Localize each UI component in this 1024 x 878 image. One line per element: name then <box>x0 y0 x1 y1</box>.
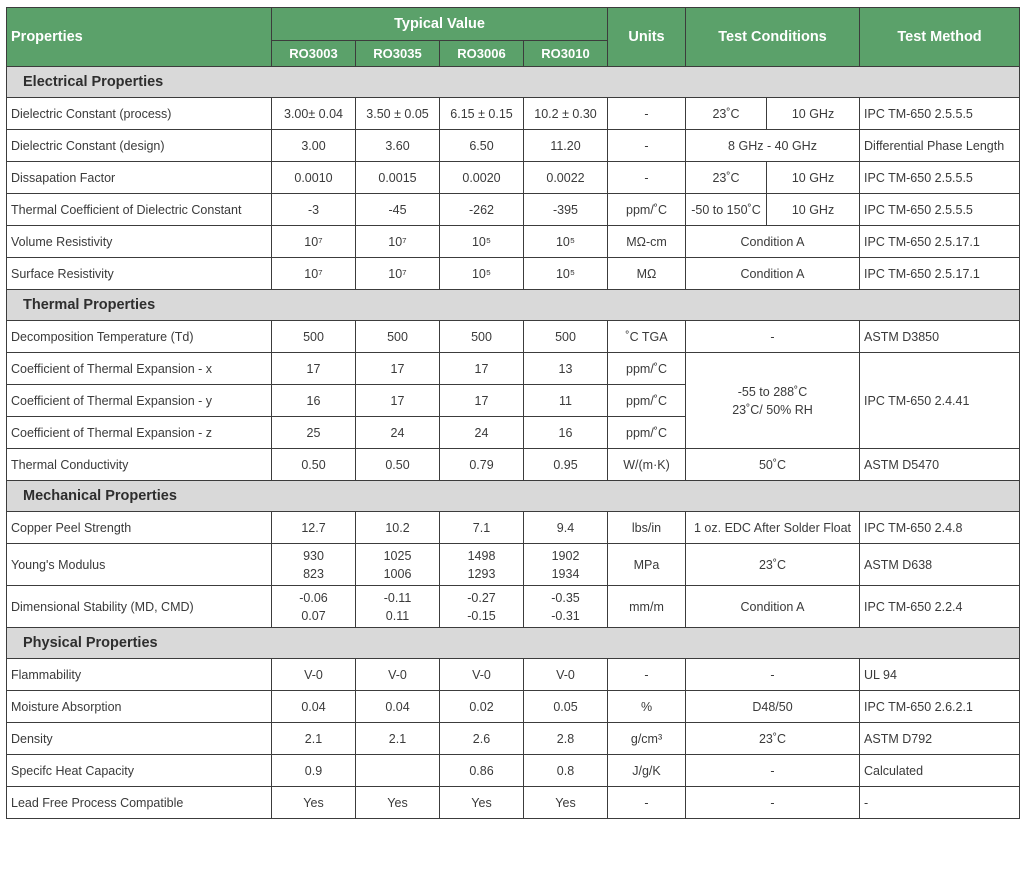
value-cell: -45 <box>356 194 440 226</box>
value-cell: 0.04 <box>272 691 356 723</box>
value-cell: 2.6 <box>440 723 524 755</box>
table-row <box>7 226 1020 258</box>
value-cell: 0.02 <box>440 691 524 723</box>
method-cell: IPC TM-650 2.5.5.5 <box>860 194 1020 226</box>
method-cell: IPC TM-650 2.5.5.5 <box>860 98 1020 130</box>
value-cell: 0.0020 <box>440 162 524 194</box>
units-cell: - <box>608 162 686 194</box>
method-cell: ASTM D792 <box>860 723 1020 755</box>
header-properties: Properties <box>7 8 272 67</box>
row-label: Coefficient of Thermal Expansion - z <box>7 417 272 449</box>
condition-cell <box>686 353 860 449</box>
value-cell: Yes <box>356 787 440 819</box>
value-cell: 9.4 <box>524 512 608 544</box>
section-mechanical: Mechanical Properties <box>7 481 1020 512</box>
value-cell: 3.50 ± 0.05 <box>356 98 440 130</box>
value-cell <box>440 586 524 628</box>
condition-cell: 1 oz. EDC After Solder Float <box>686 512 860 544</box>
value-cell: 2.8 <box>524 723 608 755</box>
row-label: Dielectric Constant (process) <box>7 98 272 130</box>
value-line: 0.07 <box>301 608 326 623</box>
value-cell: 0.79 <box>440 449 524 481</box>
value-cell: 0.8 <box>524 755 608 787</box>
condition-cell: - <box>686 755 860 787</box>
value-line: 1934 <box>551 566 580 581</box>
value-cell: 12.7 <box>272 512 356 544</box>
section-electrical: Electrical Properties <box>7 67 1020 98</box>
value-line: -0.27 <box>467 590 496 605</box>
header-grade: RO3035 <box>356 41 440 67</box>
condition-cell: 23˚C <box>686 162 767 194</box>
value-cell: V-0 <box>524 659 608 691</box>
condition-cell: - <box>686 787 860 819</box>
value-cell: 10⁵ <box>440 258 524 290</box>
properties-table <box>6 7 1020 819</box>
value-line: 823 <box>303 566 324 581</box>
value-cell: 11.20 <box>524 130 608 162</box>
value-cell: 0.05 <box>524 691 608 723</box>
value-cell: 0.50 <box>272 449 356 481</box>
value-cell: 17 <box>272 353 356 385</box>
units-cell: ppm/˚C <box>608 417 686 449</box>
units-cell: - <box>608 787 686 819</box>
value-cell: Yes <box>272 787 356 819</box>
value-line: -0.35 <box>551 590 580 605</box>
value-cell <box>440 544 524 586</box>
units-cell: W/(m·K) <box>608 449 686 481</box>
method-cell: IPC TM-650 2.5.17.1 <box>860 258 1020 290</box>
units-cell: lbs/in <box>608 512 686 544</box>
table-row <box>7 586 1020 628</box>
method-cell: IPC TM-650 2.4.41 <box>860 353 1020 449</box>
table-row <box>7 787 1020 819</box>
table-row <box>7 755 1020 787</box>
table-row <box>7 544 1020 586</box>
table-row <box>7 512 1020 544</box>
header-grade: RO3006 <box>440 41 524 67</box>
method-cell: UL 94 <box>860 659 1020 691</box>
value-cell: 7.1 <box>440 512 524 544</box>
value-cell: 0.86 <box>440 755 524 787</box>
value-cell: 17 <box>356 385 440 417</box>
method-cell: IPC TM-650 2.6.2.1 <box>860 691 1020 723</box>
condition-cell: 10 GHz <box>767 194 860 226</box>
table-row <box>7 98 1020 130</box>
table-row <box>7 449 1020 481</box>
value-cell: 10⁷ <box>356 226 440 258</box>
row-label: Volume Resistivity <box>7 226 272 258</box>
row-label: Young's Modulus <box>7 544 272 586</box>
value-cell: 0.04 <box>356 691 440 723</box>
value-cell: 0.0010 <box>272 162 356 194</box>
row-label: Thermal Conductivity <box>7 449 272 481</box>
method-cell: IPC TM-650 2.5.5.5 <box>860 162 1020 194</box>
value-cell: 16 <box>272 385 356 417</box>
row-label: Specifc Heat Capacity <box>7 755 272 787</box>
method-cell: ASTM D3850 <box>860 321 1020 353</box>
value-cell: -262 <box>440 194 524 226</box>
table-row <box>7 130 1020 162</box>
value-cell: 16 <box>524 417 608 449</box>
method-cell: - <box>860 787 1020 819</box>
row-label: Coefficient of Thermal Expansion - y <box>7 385 272 417</box>
value-cell: 24 <box>440 417 524 449</box>
row-label: Decomposition Temperature (Td) <box>7 321 272 353</box>
units-cell: g/cm³ <box>608 723 686 755</box>
section-physical: Physical Properties <box>7 628 1020 659</box>
row-label: Copper Peel Strength <box>7 512 272 544</box>
units-cell: J/g/K <box>608 755 686 787</box>
units-cell: MΩ-cm <box>608 226 686 258</box>
row-label: Surface Resistivity <box>7 258 272 290</box>
condition-cell: 23˚C <box>686 98 767 130</box>
value-cell: 3.60 <box>356 130 440 162</box>
units-cell: ppm/˚C <box>608 353 686 385</box>
value-line: -0.11 <box>383 590 412 605</box>
condition-cell: Condition A <box>686 226 860 258</box>
row-label: Dissapation Factor <box>7 162 272 194</box>
units-cell: ppm/˚C <box>608 194 686 226</box>
units-cell: MPa <box>608 544 686 586</box>
value-cell: V-0 <box>440 659 524 691</box>
header-typical-value: Typical Value <box>272 8 608 41</box>
header-test-conditions: Test Conditions <box>686 8 860 67</box>
units-cell: - <box>608 130 686 162</box>
row-label: Dimensional Stability (MD, CMD) <box>7 586 272 628</box>
method-cell: Calculated <box>860 755 1020 787</box>
table-row <box>7 723 1020 755</box>
value-cell <box>272 586 356 628</box>
value-line: 930 <box>303 548 324 563</box>
condition-line: -55 to 288˚C <box>737 384 808 399</box>
value-cell: 500 <box>440 321 524 353</box>
value-cell: 17 <box>440 385 524 417</box>
value-line: -0.31 <box>551 608 580 623</box>
table-row <box>7 258 1020 290</box>
condition-cell: -50 to 150˚C <box>686 194 767 226</box>
value-line: 1006 <box>383 566 412 581</box>
value-cell: 17 <box>356 353 440 385</box>
header-units: Units <box>608 8 686 67</box>
table-row <box>7 321 1020 353</box>
row-label: Thermal Coefficient of Dielectric Constant <box>7 194 272 226</box>
value-cell: 0.0022 <box>524 162 608 194</box>
value-cell: 3.00± 0.04 <box>272 98 356 130</box>
condition-cell: 50˚C <box>686 449 860 481</box>
value-cell: 10⁵ <box>524 258 608 290</box>
value-cell: 10⁵ <box>524 226 608 258</box>
value-cell: 10⁷ <box>272 226 356 258</box>
condition-cell: 10 GHz <box>767 98 860 130</box>
table-row <box>7 691 1020 723</box>
condition-cell: D48/50 <box>686 691 860 723</box>
value-cell: 0.0015 <box>356 162 440 194</box>
table-row <box>7 194 1020 226</box>
value-cell: 11 <box>524 385 608 417</box>
value-cell: 10.2 ± 0.30 <box>524 98 608 130</box>
value-cell: 500 <box>272 321 356 353</box>
row-label: Lead Free Process Compatible <box>7 787 272 819</box>
value-cell: 6.15 ± 0.15 <box>440 98 524 130</box>
method-cell: ASTM D5470 <box>860 449 1020 481</box>
value-cell: 3.00 <box>272 130 356 162</box>
value-cell: 0.9 <box>272 755 356 787</box>
row-label: Coefficient of Thermal Expansion - x <box>7 353 272 385</box>
value-line: -0.15 <box>467 608 496 623</box>
value-line: 0.11 <box>385 608 410 623</box>
value-cell: 25 <box>272 417 356 449</box>
header-grade: RO3003 <box>272 41 356 67</box>
value-cell <box>356 544 440 586</box>
value-line: 1293 <box>467 566 496 581</box>
value-cell <box>356 755 440 787</box>
value-line: 1025 <box>383 548 412 563</box>
value-cell: 2.1 <box>272 723 356 755</box>
value-cell <box>524 544 608 586</box>
row-label: Density <box>7 723 272 755</box>
value-cell: V-0 <box>356 659 440 691</box>
value-cell: 0.95 <box>524 449 608 481</box>
value-line: 1498 <box>467 548 496 563</box>
value-cell: Yes <box>524 787 608 819</box>
value-cell: -395 <box>524 194 608 226</box>
units-cell: ppm/˚C <box>608 385 686 417</box>
value-cell: 10⁵ <box>440 226 524 258</box>
header-grade: RO3010 <box>524 41 608 67</box>
value-cell <box>524 586 608 628</box>
value-cell: 0.50 <box>356 449 440 481</box>
section-thermal: Thermal Properties <box>7 290 1020 321</box>
table-row <box>7 162 1020 194</box>
value-cell: 10.2 <box>356 512 440 544</box>
condition-cell: Condition A <box>686 258 860 290</box>
units-cell: mm/m <box>608 586 686 628</box>
value-cell: 500 <box>524 321 608 353</box>
method-cell: IPC TM-650 2.2.4 <box>860 586 1020 628</box>
method-cell: IPC TM-650 2.4.8 <box>860 512 1020 544</box>
table-row <box>7 659 1020 691</box>
units-cell: - <box>608 98 686 130</box>
condition-cell: 8 GHz - 40 GHz <box>686 130 860 162</box>
value-cell: 6.50 <box>440 130 524 162</box>
value-cell <box>272 544 356 586</box>
condition-cell: - <box>686 659 860 691</box>
value-cell: -3 <box>272 194 356 226</box>
row-label: Moisture Absorption <box>7 691 272 723</box>
units-cell: ˚C TGA <box>608 321 686 353</box>
method-cell: Differential Phase Length <box>860 130 1020 162</box>
value-cell: 10⁷ <box>272 258 356 290</box>
value-cell: 24 <box>356 417 440 449</box>
method-cell: ASTM D638 <box>860 544 1020 586</box>
condition-cell: - <box>686 321 860 353</box>
row-label: Dielectric Constant (design) <box>7 130 272 162</box>
units-cell: % <box>608 691 686 723</box>
condition-line: 23˚C/ 50% RH <box>732 402 813 417</box>
method-cell: IPC TM-650 2.5.17.1 <box>860 226 1020 258</box>
value-cell: 2.1 <box>356 723 440 755</box>
row-label: Flammability <box>7 659 272 691</box>
value-line: -0.06 <box>299 590 328 605</box>
units-cell: MΩ <box>608 258 686 290</box>
condition-cell: 23˚C <box>686 723 860 755</box>
table-row <box>7 353 1020 385</box>
condition-cell: 10 GHz <box>767 162 860 194</box>
header-test-method: Test Method <box>860 8 1020 67</box>
value-cell: 13 <box>524 353 608 385</box>
condition-cell: 23˚C <box>686 544 860 586</box>
value-cell: Yes <box>440 787 524 819</box>
value-cell: 10⁷ <box>356 258 440 290</box>
units-cell: - <box>608 659 686 691</box>
value-cell: 500 <box>356 321 440 353</box>
value-cell: V-0 <box>272 659 356 691</box>
condition-cell: Condition A <box>686 586 860 628</box>
value-cell <box>356 586 440 628</box>
value-cell: 17 <box>440 353 524 385</box>
value-line: 1902 <box>551 548 580 563</box>
